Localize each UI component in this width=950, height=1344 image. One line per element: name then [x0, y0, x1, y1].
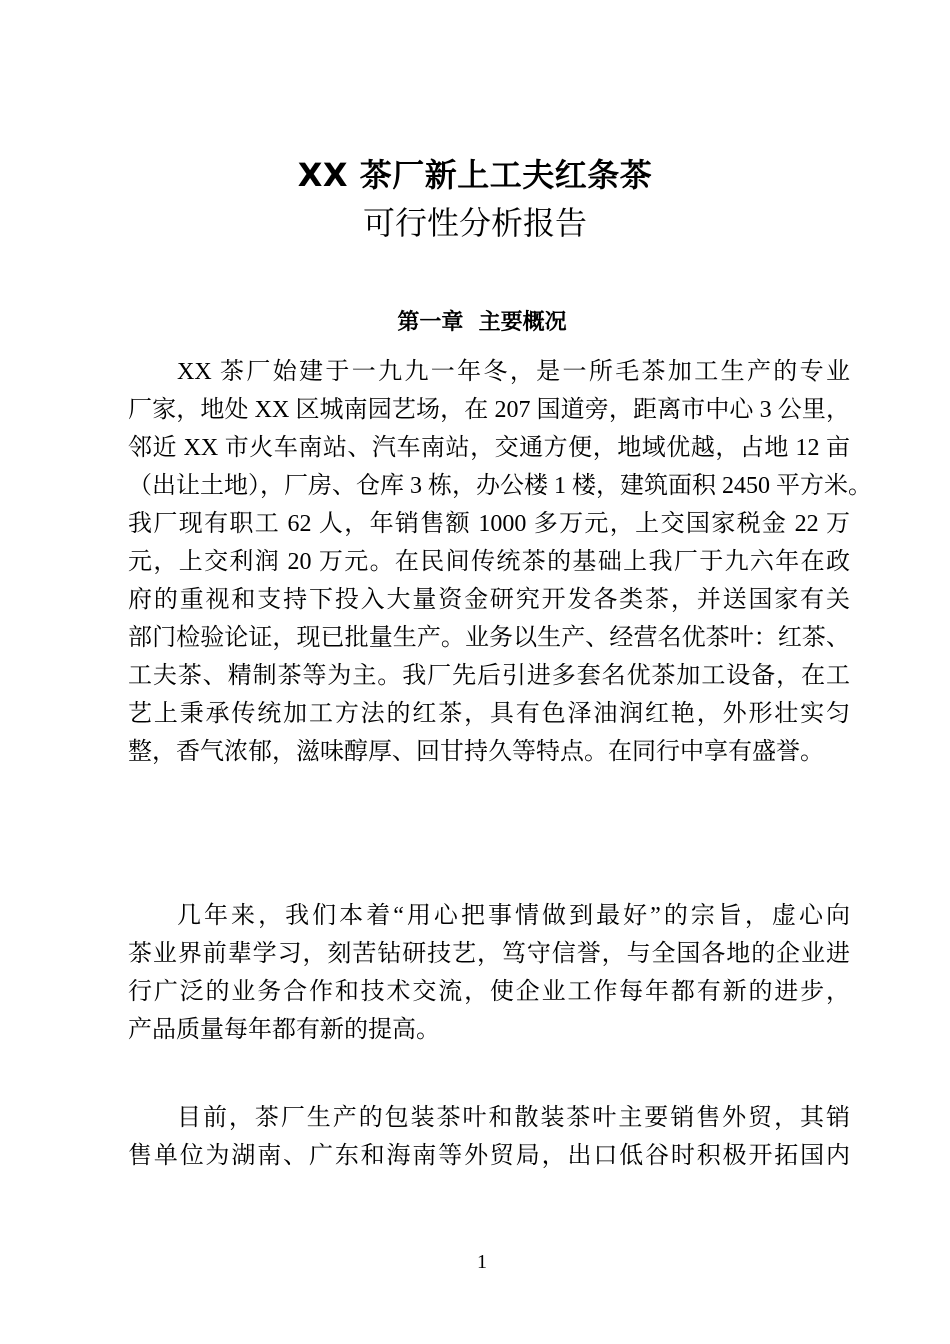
- text-line: 整，香气浓郁，滋味醇厚、回甘持久等特点。在同行中享有盛誉。: [128, 739, 824, 765]
- text-line: 茶业界前辈学习，刻苦钻研技艺，笃守信誉，与全国各地的企业进: [128, 941, 850, 967]
- text-line: 售单位为湖南、广东和海南等外贸局，出口低谷时积极开拓国内: [128, 1143, 850, 1169]
- text-line: 元，上交利润 20 万元。在民间传统茶的基础上我厂于九六年在政: [128, 549, 850, 575]
- page-number: 1: [477, 1251, 487, 1273]
- text-line: 几年来，我们本着“用心把事情做到最好”的宗旨，虚心向: [177, 903, 850, 929]
- text-line: 产品质量每年都有新的提高。: [128, 1017, 440, 1043]
- text-line: 府的重视和支持下投入大量资金研究开发各类茶，并送国家有关: [128, 587, 850, 613]
- text-line: 艺上秉承传统加工方法的红茶，具有色泽油润红艳，外形壮实匀: [128, 701, 850, 727]
- document-title: XX 茶厂新上工夫红条茶: [297, 156, 653, 194]
- text-line: 工夫茶、精制茶等为主。我厂先后引进多套名优茶加工设备，在工: [128, 663, 850, 689]
- paragraph-overview: [128, 353, 872, 771]
- paragraph-sales: [128, 1099, 850, 1175]
- text-line: 我厂现有职工 62 人，年销售额 1000 多万元，上交国家税金 22 万: [128, 511, 850, 537]
- document-subtitle: 可行性分析报告: [362, 204, 587, 242]
- text-line: 部门检验论证，现已批量生产。业务以生产、经营名优茶叶：红茶、: [128, 625, 850, 651]
- text-line: 行广泛的业务合作和技术交流，使企业工作每年都有新的进步，: [128, 979, 850, 1005]
- text-line: XX 茶厂始建于一九九一年冬，是一所毛茶加工生产的专业: [177, 359, 850, 385]
- text-line: （出让土地），厂房、仓库 3 栋，办公楼 1 楼，建筑面积 2450 平方米。: [128, 473, 872, 499]
- paragraph-mission: [128, 897, 850, 1049]
- text-line: 邻近 XX 市火车南站、汽车南站，交通方便，地域优越，占地 12 亩: [128, 435, 850, 461]
- chapter-heading: 第一章 主要概况: [397, 310, 567, 335]
- text-line: 目前，茶厂生产的包装茶叶和散装茶叶主要销售外贸，其销: [177, 1105, 850, 1131]
- text-line: 厂家，地处 XX 区城南园艺场，在 207 国道旁，距离市中心 3 公里，: [128, 397, 850, 423]
